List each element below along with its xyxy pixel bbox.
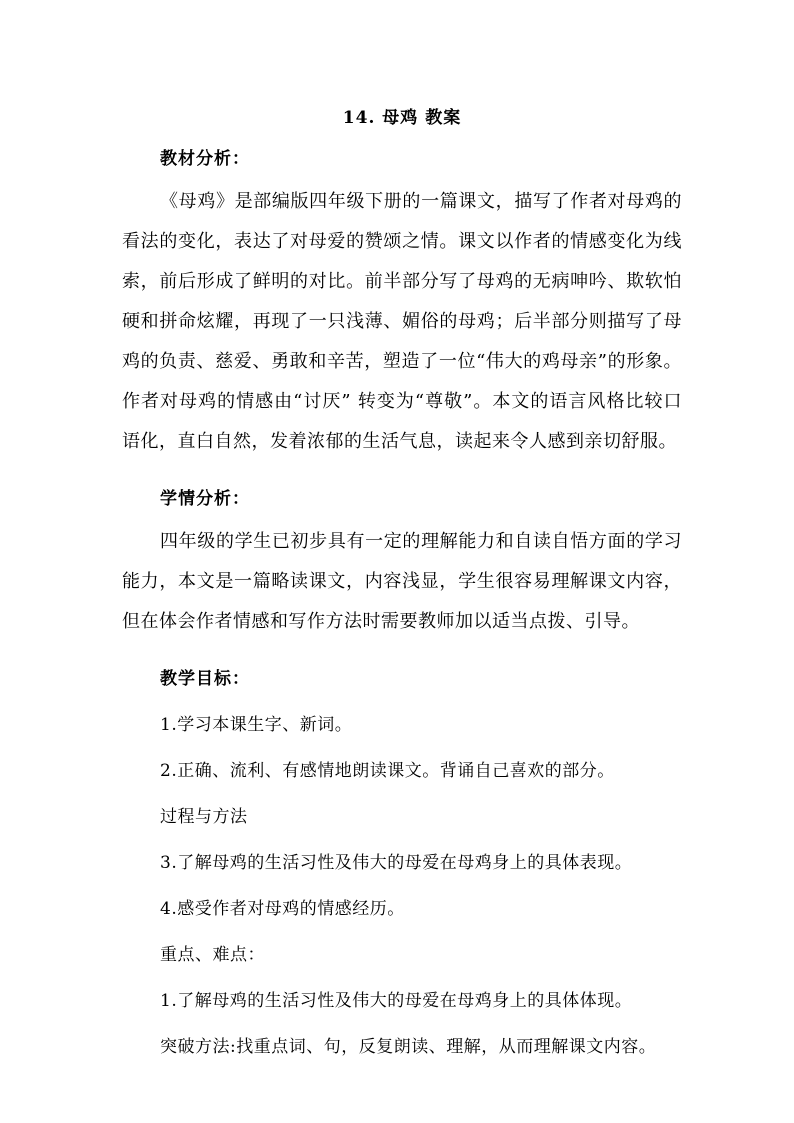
students-paragraph: 四年级的学生已初步具有一定的理解能力和自读自悟方面的学习能力，本文是一篇略读课文，内容浅显，学生很容易理解课文内容，但在体会作者情感和写作方法时需要教师加以适当点拨、引导。 <box>122 531 682 632</box>
process-label: 过程与方法 <box>160 807 248 827</box>
goals-heading: 教学目标： <box>160 669 250 689</box>
goal-4: 4.感受作者对母鸡的情感经历。 <box>160 899 405 919</box>
breakthrough-method: 突破方法:找重点词、句，反复朗读、理解，从而理解课文内容。 <box>160 1037 657 1057</box>
goal-3: 3.了解母鸡的生活习性及伟大的母爱在母鸡身上的具体表现。 <box>160 853 633 873</box>
materials-paragraph: 《母鸡》是部编版四年级下册的一篇课文，描写了作者对母鸡的看法的变化，表达了对母爱的赞颂之情。课文以作者的情感变化为线索，前后形成了鲜明的对比。前半部分写了母鸡的无病呻吟、欺软怕硬和拼命炫耀，再现了一只浅薄、媚俗的母鸡；后半部分则描写了母鸡的负责、慈爱、勇敢和辛苦，塑造了一位“伟大的鸡母亲”的形象。作者对母鸡的情感由“讨厌” 转变为“尊敬”。本文的语言风格比较口语化，直白自然，发着浓郁的生活气息，读起来令人感到亲切舒服。 <box>122 191 682 452</box>
page-title: 14. 母鸡 教案 <box>342 108 462 128</box>
goal-1: 1.学习本课生字、新词。 <box>160 715 353 735</box>
goal-2: 2.正确、流利、有感情地朗读课文。背诵自己喜欢的部分。 <box>160 761 615 781</box>
materials-heading: 教材分析： <box>160 149 250 169</box>
key-points-label: 重点、难点： <box>160 945 265 965</box>
document-content <box>122 100 682 1070</box>
key-point-1: 1.了解母鸡的生活习性及伟大的母爱在母鸡身上的具体体现。 <box>160 991 633 1011</box>
students-heading: 学情分析： <box>160 489 250 509</box>
